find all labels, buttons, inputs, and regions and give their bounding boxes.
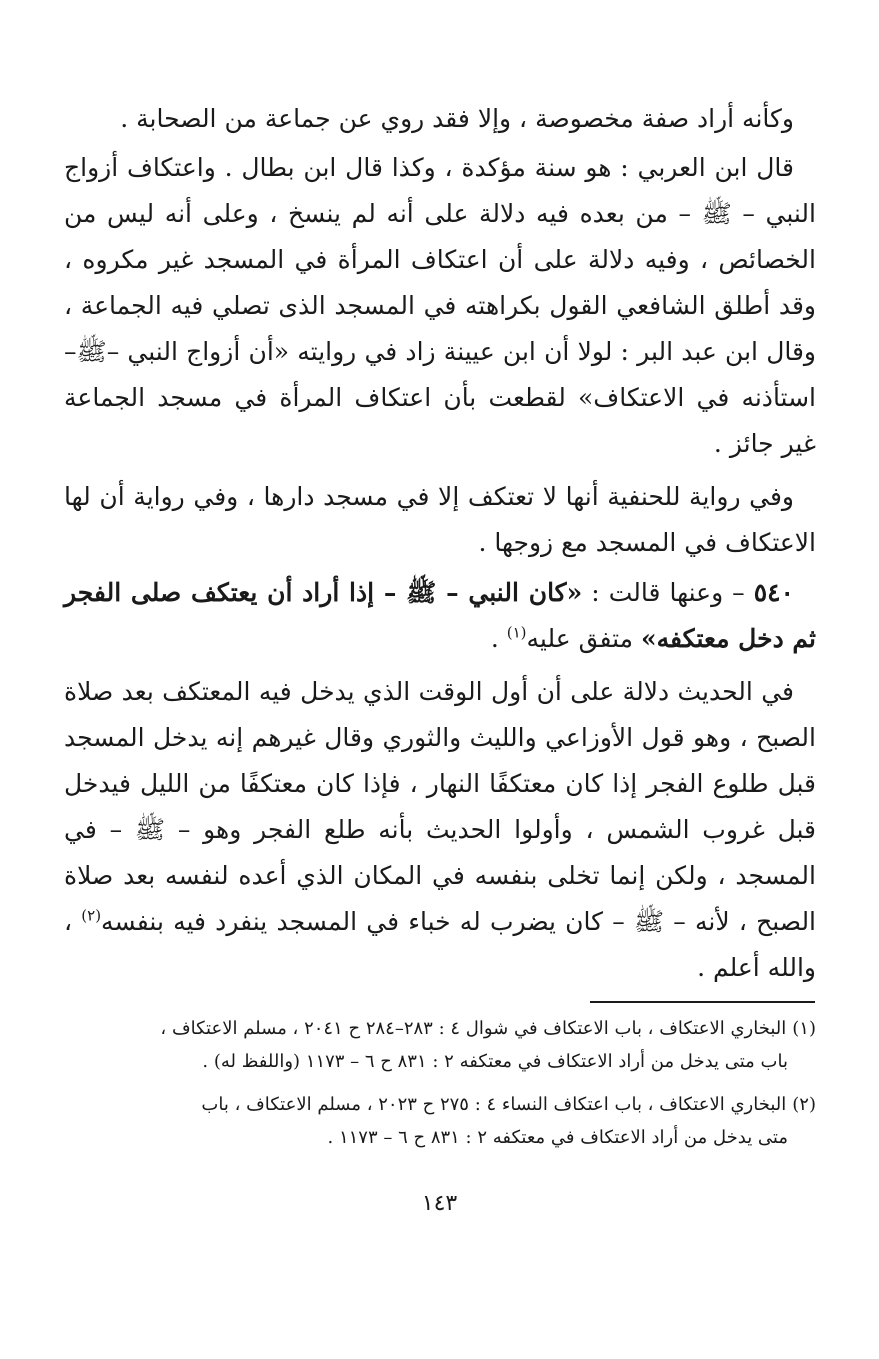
footnote-2-line-2: متى يدخل من أراد الاعتكاف في معتكفه ٢ : ٨٣١ ح ٦ – ١١٧٣ . (327, 1127, 788, 1148)
paragraph-5 (64, 669, 816, 991)
paragraph-5-end: ، والله أعلم . (64, 907, 816, 982)
hadith-intro: – وعنها قالت : (582, 578, 745, 607)
paragraph-1-text: وكأنه أراد صفة مخصوصة ، وإلا فقد روي عن جماعة من الصحابة . (120, 104, 794, 133)
hadith-paragraph (64, 570, 816, 662)
footnote-1-line-1: البخاري الاعتكاف ، باب الاعتكاف في شوال ٤ : ٢٨٣–٢٨٤ ح ٢٠٤١ ، مسلم الاعتكاف ، (160, 1018, 787, 1039)
footnote-2-line-1: البخاري الاعتكاف ، باب اعتكاف النساء ٤ : ٢٧٥ ح ٢٠٢٣ ، مسلم الاعتكاف ، باب (201, 1094, 787, 1115)
page-number: ١٤٣ (421, 1191, 458, 1216)
paragraph-2-text: قال ابن العربي : هو سنة مؤكدة ، وكذا قال ابن بطال . واعتكاف أزواج النبي – ﷺ – من بعده فيه دلالة على أنه لم ينسخ ، وعلى أنه ليس من الخصائص ، وفيه دلالة على أن اعتكاف المرأة في المسجد غير مكروه ، وقد أطلق الشافعي القول بكراهته في المسجد الذى تصلي فيه الجماعة ، وقال ابن عبد البر : لولا أن ابن عيينة زاد في روايته «أن أزواج النبي –ﷺ– استأذنه في الاعتكاف» لقطعت بأن اعتكاف المرأة في مسجد الجماعة غير جائز . (64, 153, 816, 458)
paragraph-3-text: وفي رواية للحنفية أنها لا تعتكف إلا في مسجد دارها ، وفي رواية أن لها الاعتكاف في المسجد مع زوجها . (64, 482, 816, 557)
hadith-number: ٥٤٠ (753, 578, 794, 607)
footnote-1-number: (١) (792, 1018, 816, 1039)
paragraph-5-text: في الحديث دلالة على أن أول الوقت الذي يدخل فيه المعتكف بعد صلاة الصبح ، وهو قول الأوزاعي والليث والثوري وقال غيرهم إنه يدخل المسجد قبل طلوع الفجر إذا كان معتكفًا النهار ، فإذا كان معتكفًا من الليل فيدخل قبل غروب الشمس ، وأولوا الحديث بأنه طلع الفجر وهو – ﷺ – في المسجد ، ولكن إنما تخلى بنفسه في المكان الذي أعده لنفسه بعد صلاة الصبح ، لأنه – ﷺ – كان يضرب له خباء في المسجد ينفرد فيه بنفسه (64, 677, 817, 936)
paragraph-5-footnote-ref: (٢) (81, 906, 102, 925)
footnote-2-number: (٢) (792, 1094, 816, 1115)
hadith-source: متفق عليه (526, 624, 641, 653)
hadith-footnote-ref: (١) (506, 623, 527, 642)
hadith-end: . (490, 624, 507, 653)
paragraph-2 (64, 145, 816, 467)
paragraph-3 (64, 474, 816, 566)
footnote-separator (590, 1001, 815, 1003)
paragraph-1 (64, 96, 816, 142)
hadith-text: «كان النبي – ﷺ – إذا أراد أن يعتكف صلى الفجر ثم دخل معتكفه» (64, 578, 816, 653)
footnote-2 (64, 1088, 816, 1154)
footnote-1 (64, 1012, 816, 1078)
footnote-1-line-2: باب متى يدخل من أراد الاعتكاف في معتكفه ٢ : ٨٣١ ح ٦ – ١١٧٣ (واللفظ له) . (202, 1051, 788, 1072)
